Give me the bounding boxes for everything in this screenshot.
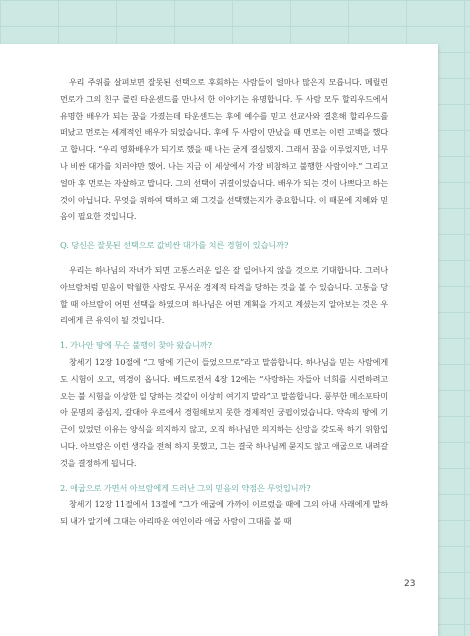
section-heading-1: 1. 가나안 땅에 무슨 불행이 찾아 왔습니까? [60,340,212,351]
paragraph-expectation: 우리는 하나님의 자녀가 되면 고통스러운 일은 잘 일어나지 않을 것으로 기대합니다. 그러나 아브람처럼 믿음이 탁월한 사람도 무서운 경제적 타격을 당하는 것을 볼 수 있습니다. 고통을 당할 때 아브람이 어떤 선택을 하였으며 하나님은 어떤 계획을 가지고 계셨는지 알아보는 것은 우리에게 큰 유익이 될 것입니다. [60,264,388,326]
question-heading: Q. 당신은 잘못된 선택으로 값비싼 대가를 치른 경험이 있습니까? [60,240,289,251]
section-heading-2: 2. 애굽으로 가면서 아브람에게 드러난 그의 믿음의 약점은 무엇입니까? [60,482,311,493]
paragraph-famine: 창세기 12장 10절에 “그 땅에 기근이 들었으므로”라고 말씀합니다. 하나님을 믿는 사람에게도 시험이 오고, 역경이 옵니다. 베드로전서 4장 12에는 “사랑하는 자들아 너희를 시련하려고 오는 불 시험을 이상한 일 당하는 것같이 이상히 여기지 말라”고 말씀합니다. 풍부한 메소포타미아 문명의 중심지, 갈대아 우르에서 경험해보지 못한 경제적인 궁핍이었습니다. 약속의 땅에 기근이 있었던 이유는 양식을 의지하지 않고, 오직 하나님만 의지하는 신앙을 갖도록 하기 위함입니다. 아브람은 이런 생각을 전혀 하지 못했고, 그는 결국 하나님께 묻지도 않고 애굽으로 내려갈 것을 결정하게 됩니다. [60,356,388,468]
paragraph-intro: 우리 주위를 살펴보면 잘못된 선택으로 후회하는 사람들이 얼마나 많은지 모릅니다. 메릴린 먼로가 그의 친구 콜린 타운센드를 만나서 한 이야기는 유명합니다. 두 사람 모두 할리우드에서 유명한 배우가 되는 꿈을 가졌는데 타운센드는 후에 예수를 믿고 선교사와 결혼해 할리우드를 떠났고 먼로는 세계적인 배우가 되었습니다. 후에 두 사람이 만났을 때 먼로는 이런 고백을 했다고 합니다. “우리 영화배우가 되기로 했을 때 나는 굳게 결심했지. 그래서 꿈을 이루었지만, 너무나 비싼 대가를 치러야만 했어. 나는 지금 이 세상에서 가장 비참하고 불행한 사람이야.” 그리고 얼마 후 먼로는 자살하고 맙니다. 그의 선택이 귀결이었습니다. 배우가 되는 것이 나쁘다고 하는 것이 아닙니다. 무엇을 위하여 택하고 왜 그것을 선택했는지가 중요합니다. 이 때문에 지혜와 믿음이 필요한 것입니다. [60,77,388,222]
page-content [60,74,388,530]
page-number: 23 [404,579,416,589]
paragraph-egypt: 창세기 12장 11절에서 13절에 “그가 애굽에 가까이 이르렀을 때에 그의 아내 사래에게 말하되 내가 알기에 그대는 아리따운 여인이라 애굽 사람이 그대를 볼 때 [60,499,388,527]
